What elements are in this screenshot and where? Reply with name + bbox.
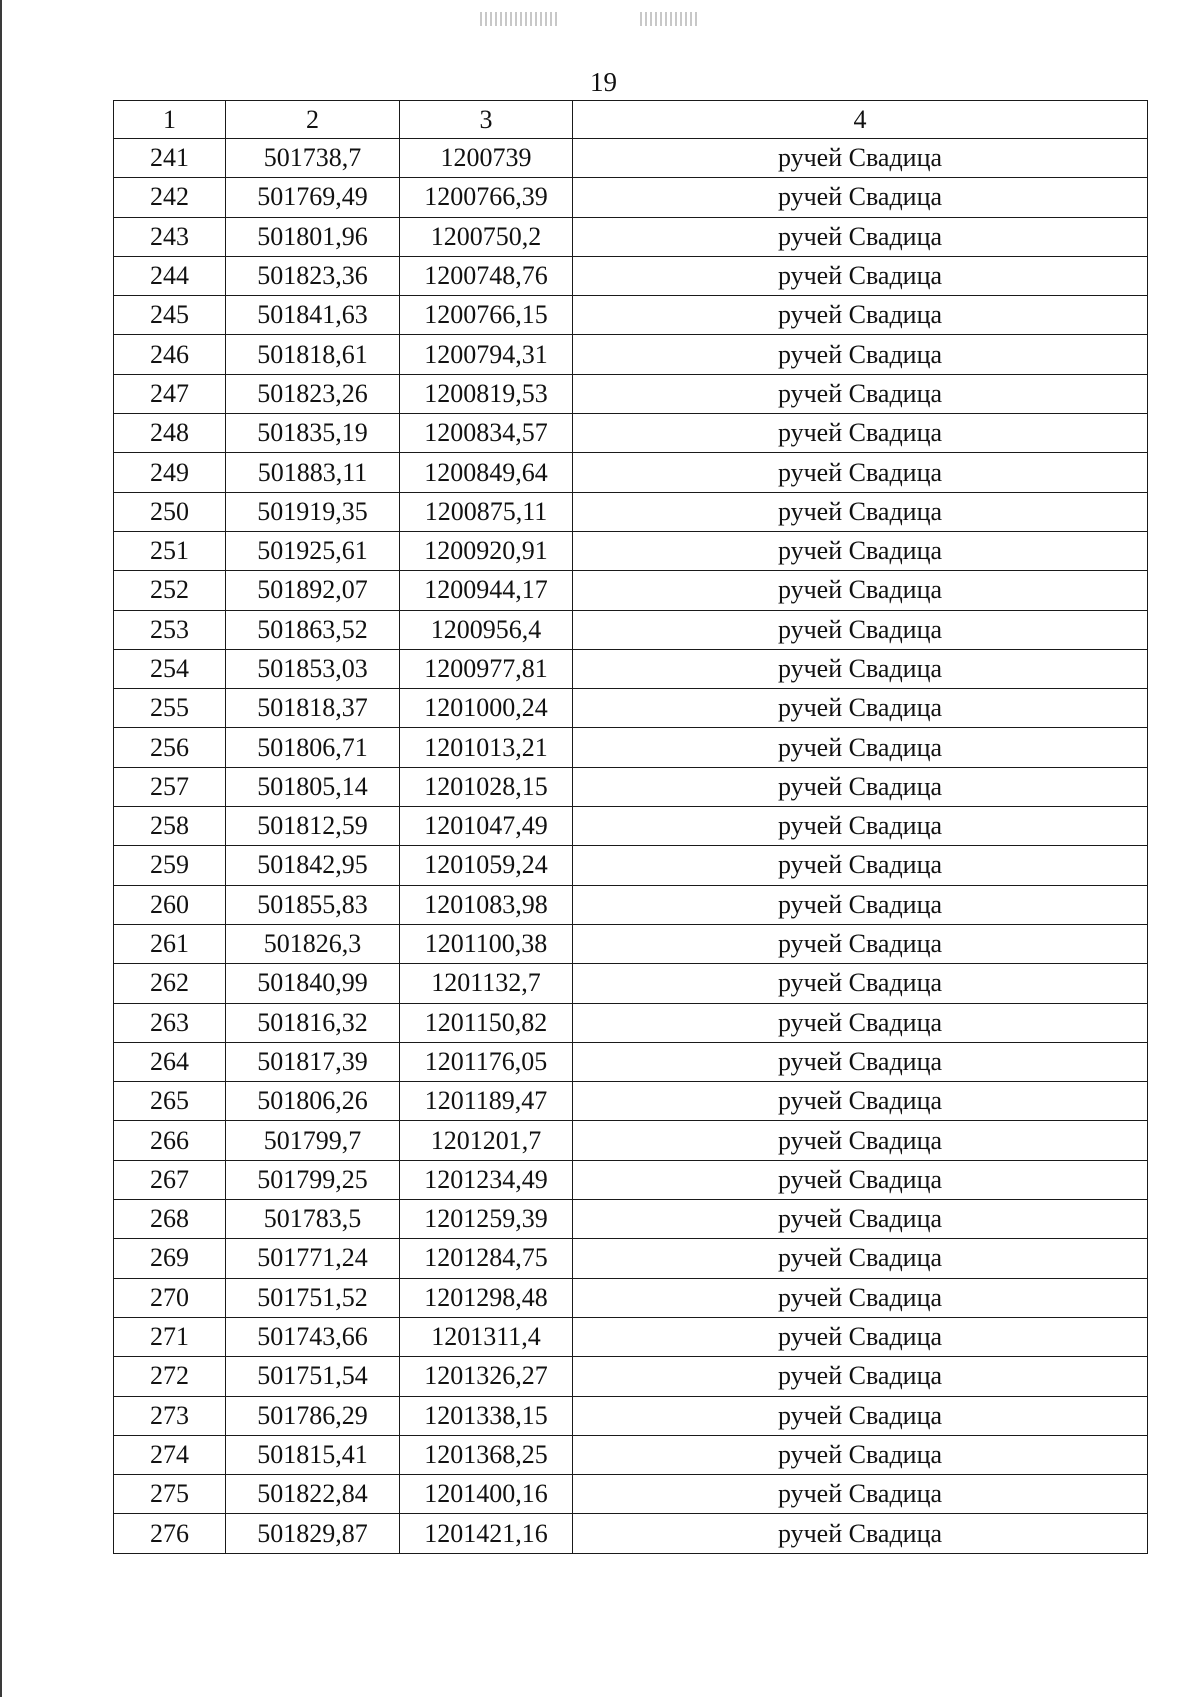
table-row [114, 335, 1148, 374]
coordinate-x-cell: 501919,35 [226, 492, 400, 531]
description-cell: ручей Свадица [573, 1200, 1148, 1239]
coordinate-y-cell: 1200875,11 [400, 492, 573, 531]
table-row [114, 139, 1148, 178]
table-row [114, 571, 1148, 610]
coordinate-y-cell: 1200766,15 [400, 296, 573, 335]
scan-noise-mark [640, 12, 700, 26]
table-row [114, 1514, 1148, 1553]
column-header-2: 2 [226, 101, 400, 139]
point-number-cell: 273 [114, 1396, 226, 1435]
coordinate-x-cell: 501840,99 [226, 964, 400, 1003]
coordinate-y-cell: 1201284,75 [400, 1239, 573, 1278]
coordinate-y-cell: 1201059,24 [400, 846, 573, 885]
point-number-cell: 248 [114, 414, 226, 453]
table-row [114, 1396, 1148, 1435]
description-cell: ручей Свадица [573, 885, 1148, 924]
table-row [114, 374, 1148, 413]
point-number-cell: 253 [114, 610, 226, 649]
description-cell: ручей Свадица [573, 728, 1148, 767]
scan-edge-line [0, 0, 2, 1697]
coordinate-y-cell: 1200944,17 [400, 571, 573, 610]
column-header-4: 4 [573, 101, 1148, 139]
table-row [114, 1357, 1148, 1396]
coordinate-y-cell: 1201100,38 [400, 924, 573, 963]
table-row [114, 689, 1148, 728]
coordinate-x-cell: 501853,03 [226, 649, 400, 688]
table-row [114, 217, 1148, 256]
point-number-cell: 242 [114, 178, 226, 217]
coordinate-y-cell: 1201368,25 [400, 1435, 573, 1474]
point-number-cell: 250 [114, 492, 226, 531]
table-row [114, 964, 1148, 1003]
point-number-cell: 266 [114, 1121, 226, 1160]
point-number-cell: 255 [114, 689, 226, 728]
description-cell: ручей Свадица [573, 178, 1148, 217]
coordinate-y-cell: 1200750,2 [400, 217, 573, 256]
table-row [114, 885, 1148, 924]
coordinate-x-cell: 501738,7 [226, 139, 400, 178]
coordinate-y-cell: 1201013,21 [400, 728, 573, 767]
coordinate-y-cell: 1200920,91 [400, 531, 573, 570]
description-cell: ручей Свадица [573, 531, 1148, 570]
description-cell: ручей Свадица [573, 139, 1148, 178]
description-cell: ручей Свадица [573, 414, 1148, 453]
point-number-cell: 244 [114, 256, 226, 295]
description-cell: ручей Свадица [573, 924, 1148, 963]
point-number-cell: 245 [114, 296, 226, 335]
coordinate-y-cell: 1201132,7 [400, 964, 573, 1003]
table-row [114, 414, 1148, 453]
description-cell: ручей Свадица [573, 1396, 1148, 1435]
coordinate-y-cell: 1201150,82 [400, 1003, 573, 1042]
table-row [114, 846, 1148, 885]
point-number-cell: 276 [114, 1514, 226, 1553]
table-row [114, 1475, 1148, 1514]
coordinate-y-cell: 1201338,15 [400, 1396, 573, 1435]
coordinate-x-cell: 501751,54 [226, 1357, 400, 1396]
coordinate-x-cell: 501815,41 [226, 1435, 400, 1474]
coordinate-x-cell: 501829,87 [226, 1514, 400, 1553]
coordinate-x-cell: 501799,7 [226, 1121, 400, 1160]
coordinate-x-cell: 501818,37 [226, 689, 400, 728]
table-row [114, 1317, 1148, 1356]
description-cell: ручей Свадица [573, 1278, 1148, 1317]
coordinate-x-cell: 501817,39 [226, 1042, 400, 1081]
coordinate-y-cell: 1201421,16 [400, 1514, 573, 1553]
coordinate-y-cell: 1201326,27 [400, 1357, 573, 1396]
table-row [114, 1042, 1148, 1081]
description-cell: ручей Свадица [573, 1121, 1148, 1160]
description-cell: ручей Свадица [573, 1160, 1148, 1199]
point-number-cell: 256 [114, 728, 226, 767]
description-cell: ручей Свадица [573, 689, 1148, 728]
coordinate-x-cell: 501826,3 [226, 924, 400, 963]
description-cell: ручей Свадица [573, 1317, 1148, 1356]
coordinate-y-cell: 1200834,57 [400, 414, 573, 453]
point-number-cell: 260 [114, 885, 226, 924]
description-cell: ручей Свадица [573, 571, 1148, 610]
coordinate-y-cell: 1201047,49 [400, 807, 573, 846]
table-row [114, 178, 1148, 217]
coordinate-x-cell: 501818,61 [226, 335, 400, 374]
coordinate-x-cell: 501816,32 [226, 1003, 400, 1042]
coordinate-y-cell: 1201189,47 [400, 1082, 573, 1121]
table-row [114, 1278, 1148, 1317]
table-row [114, 1160, 1148, 1199]
table-row [114, 649, 1148, 688]
description-cell: ручей Свадица [573, 453, 1148, 492]
description-cell: ручей Свадица [573, 807, 1148, 846]
table-row [114, 492, 1148, 531]
coordinate-y-cell: 1200748,76 [400, 256, 573, 295]
coordinate-x-cell: 501842,95 [226, 846, 400, 885]
coordinate-x-cell: 501783,5 [226, 1200, 400, 1239]
description-cell: ручей Свадица [573, 846, 1148, 885]
description-cell: ручей Свадица [573, 1239, 1148, 1278]
point-number-cell: 268 [114, 1200, 226, 1239]
point-number-cell: 261 [114, 924, 226, 963]
description-cell: ручей Свадица [573, 1435, 1148, 1474]
description-cell: ручей Свадица [573, 335, 1148, 374]
table-body [114, 139, 1148, 1554]
coordinates-table [113, 100, 1148, 1554]
table-row [114, 1239, 1148, 1278]
point-number-cell: 258 [114, 807, 226, 846]
coordinate-x-cell: 501743,66 [226, 1317, 400, 1356]
coordinate-y-cell: 1201083,98 [400, 885, 573, 924]
point-number-cell: 252 [114, 571, 226, 610]
table-row [114, 1200, 1148, 1239]
table-header-row [114, 101, 1148, 139]
table-row [114, 1121, 1148, 1160]
coordinate-x-cell: 501823,26 [226, 374, 400, 413]
coordinate-y-cell: 1200794,31 [400, 335, 573, 374]
table-row [114, 256, 1148, 295]
point-number-cell: 246 [114, 335, 226, 374]
coordinate-y-cell: 1201201,7 [400, 1121, 573, 1160]
point-number-cell: 275 [114, 1475, 226, 1514]
description-cell: ручей Свадица [573, 1042, 1148, 1081]
point-number-cell: 267 [114, 1160, 226, 1199]
description-cell: ручей Свадица [573, 767, 1148, 806]
coordinate-y-cell: 1200766,39 [400, 178, 573, 217]
point-number-cell: 257 [114, 767, 226, 806]
point-number-cell: 241 [114, 139, 226, 178]
point-number-cell: 265 [114, 1082, 226, 1121]
coordinate-y-cell: 1201311,4 [400, 1317, 573, 1356]
point-number-cell: 270 [114, 1278, 226, 1317]
coordinate-x-cell: 501806,71 [226, 728, 400, 767]
column-header-3: 3 [400, 101, 573, 139]
coordinate-y-cell: 1200956,4 [400, 610, 573, 649]
point-number-cell: 251 [114, 531, 226, 570]
coordinate-x-cell: 501806,26 [226, 1082, 400, 1121]
description-cell: ручей Свадица [573, 1357, 1148, 1396]
column-header-1: 1 [114, 101, 226, 139]
description-cell: ручей Свадица [573, 1082, 1148, 1121]
coordinate-y-cell: 1201176,05 [400, 1042, 573, 1081]
point-number-cell: 263 [114, 1003, 226, 1042]
description-cell: ручей Свадица [573, 964, 1148, 1003]
coordinate-y-cell: 1200739 [400, 139, 573, 178]
coordinate-y-cell: 1201259,39 [400, 1200, 573, 1239]
coordinate-y-cell: 1201298,48 [400, 1278, 573, 1317]
description-cell: ручей Свадица [573, 1475, 1148, 1514]
coordinate-x-cell: 501835,19 [226, 414, 400, 453]
point-number-cell: 269 [114, 1239, 226, 1278]
coordinate-x-cell: 501769,49 [226, 178, 400, 217]
coordinate-x-cell: 501805,14 [226, 767, 400, 806]
coordinate-x-cell: 501801,96 [226, 217, 400, 256]
description-cell: ручей Свадица [573, 374, 1148, 413]
coordinate-y-cell: 1201000,24 [400, 689, 573, 728]
coordinate-x-cell: 501771,24 [226, 1239, 400, 1278]
point-number-cell: 254 [114, 649, 226, 688]
coordinate-x-cell: 501863,52 [226, 610, 400, 649]
coordinate-x-cell: 501841,63 [226, 296, 400, 335]
coordinate-x-cell: 501855,83 [226, 885, 400, 924]
point-number-cell: 272 [114, 1357, 226, 1396]
coordinate-x-cell: 501786,29 [226, 1396, 400, 1435]
description-cell: ручей Свадица [573, 649, 1148, 688]
table-row [114, 924, 1148, 963]
point-number-cell: 249 [114, 453, 226, 492]
point-number-cell: 271 [114, 1317, 226, 1356]
coordinate-x-cell: 501892,07 [226, 571, 400, 610]
point-number-cell: 247 [114, 374, 226, 413]
table-row [114, 767, 1148, 806]
page-number: 19 [590, 67, 617, 97]
table-row [114, 453, 1148, 492]
point-number-cell: 243 [114, 217, 226, 256]
coordinate-y-cell: 1200849,64 [400, 453, 573, 492]
table-row [114, 531, 1148, 570]
coordinate-y-cell: 1200819,53 [400, 374, 573, 413]
point-number-cell: 262 [114, 964, 226, 1003]
description-cell: ручей Свадица [573, 256, 1148, 295]
coordinate-x-cell: 501823,36 [226, 256, 400, 295]
coordinate-y-cell: 1200977,81 [400, 649, 573, 688]
point-number-cell: 259 [114, 846, 226, 885]
point-number-cell: 274 [114, 1435, 226, 1474]
table-row [114, 296, 1148, 335]
scan-noise-mark [480, 12, 560, 26]
coordinate-y-cell: 1201234,49 [400, 1160, 573, 1199]
table-row [114, 1003, 1148, 1042]
coordinate-y-cell: 1201028,15 [400, 767, 573, 806]
table-row [114, 1082, 1148, 1121]
coordinate-x-cell: 501883,11 [226, 453, 400, 492]
coordinate-x-cell: 501925,61 [226, 531, 400, 570]
point-number-cell: 264 [114, 1042, 226, 1081]
table-row [114, 807, 1148, 846]
coordinate-x-cell: 501799,25 [226, 1160, 400, 1199]
table-row [114, 610, 1148, 649]
coordinate-x-cell: 501751,52 [226, 1278, 400, 1317]
coordinate-x-cell: 501822,84 [226, 1475, 400, 1514]
coordinate-x-cell: 501812,59 [226, 807, 400, 846]
coordinate-y-cell: 1201400,16 [400, 1475, 573, 1514]
table-row [114, 1435, 1148, 1474]
table-row [114, 728, 1148, 767]
description-cell: ручей Свадица [573, 296, 1148, 335]
description-cell: ручей Свадица [573, 217, 1148, 256]
description-cell: ручей Свадица [573, 1003, 1148, 1042]
description-cell: ручей Свадица [573, 1514, 1148, 1553]
description-cell: ручей Свадица [573, 610, 1148, 649]
description-cell: ручей Свадица [573, 492, 1148, 531]
